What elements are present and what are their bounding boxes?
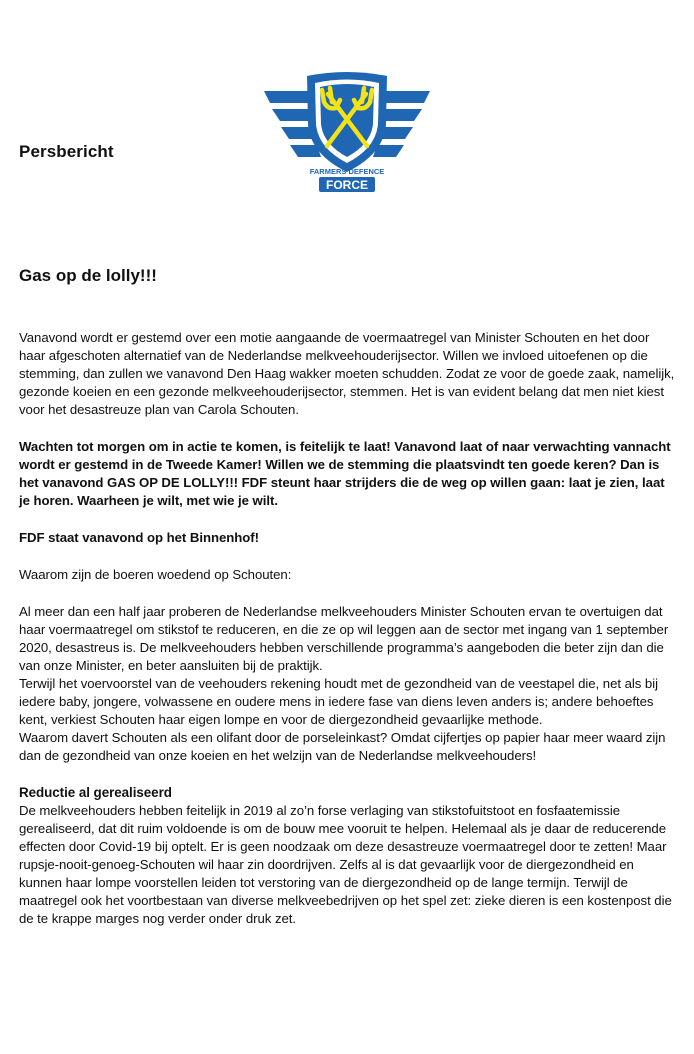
- logo-text-line1: FARMERS DEFENCE: [309, 167, 385, 176]
- reason-paragraph-2: Terwijl het voervoorstel van de veehouders rekening houdt met de gezondheid van de veestapel die, net als bij iedere baby, jongere, volwassene en oudere mens in iedere fase van diens leven anders is; andere behoeftes kent, verkiest Schouten haar eigen lompe en voor de diergezondheid gevaarlijke methode.: [19, 676, 658, 727]
- call-to-action-paragraph: Wachten tot morgen om in actie te komen, is feitelijk te laat! Vanavond laat of naar verwachting vannacht wordt er gestemd in de Tweede Kamer! Willen we de stemming die plaatsvindt ten goede keren? Dan is het vanavond GAS OP DE LOLLY!!! FDF steunt haar strijders die de weg op willen gaan: laat je zien, laat je horen. Waarheen je wilt, met wie je wilt.: [19, 439, 671, 508]
- intro-paragraph: Vanavond wordt er gestemd over een motie aangaande de voermaatregel van Minister Schouten en het door haar afgeschoten alternatief van de Nederlandse melkveehouderijsector. Willen we invloed uitoefenen op die stemming, dan zullen we vanavond Den Haag wakker moeten schudden. Zodat ze voor de goede zaak, namelijk, gezonde koeien en een gezonde melkveehouderijsector, stemmen. Het is van evident belang dat men niet kiest voor het desastreuze plan van Carola Schouten.: [19, 330, 675, 417]
- question-paragraph: Waarom zijn de boeren woedend op Schouten:: [19, 567, 292, 582]
- section-heading: Reductie al gerealiseerd: [19, 785, 172, 800]
- reason-paragraph-1: Al meer dan een half jaar proberen de Nederlandse melkveehouders Minister Schouten ervan te overtuigen dat haar voermaatregel om stikstof te reduceren, en die ze op wil leggen aan de sector met ingang van 1 september 2020, desastreus is. De melkveehouders hebben verschillende programma’s aangeboden die beter zijn dan die van onze Minister, en beter aansluiten bij de praktijk.: [19, 604, 669, 673]
- article-title: Gas op de lolly!!!: [19, 266, 157, 285]
- logo-text-line2: FORCE: [326, 178, 368, 192]
- document-label: Persbericht: [19, 142, 114, 161]
- section-body-paragraph: De melkveehouders hebben feitelijk in 2019 al zo’n forse verlaging van stikstofuitstoot en fosfaatemissie gerealiseerd, dat dit ruim voldoende is om de bouw mee vooruit te helpen. Helemaal als je daar de reducerende effecten door Covid-19 bij optelt. Er is geen noodzaak om deze desastreuze voermaatregel door te zetten! Maar rupsje-nooit-genoeg-Schouten wil haar zin doordrijven. Zelfs al is dat gevaarlijk voor de diergezondheid en kunnen haar lompe voorstellen leiden tot verstoring van de diergezondheid op de lange termijn. Terwijl de maatregel ook het voortbestaan van diverse melkveebedrijven op het spel zet: zieke dieren is een kostenpost die de te krappe marges nog verder onder druk zet.: [19, 803, 672, 926]
- reason-paragraph-3: Waarom davert Schouten als een olifant door de porseleinkast? Omdat cijfertjes op papier haar meer waard zijn dan de gezondheid van onze koeien en het welzijn van de Nederlandse melkveehouders!: [19, 730, 666, 763]
- location-paragraph: FDF staat vanavond op het Binnenhof!: [19, 530, 259, 545]
- article-body: [19, 329, 679, 947]
- farmers-defence-force-logo: [262, 66, 432, 196]
